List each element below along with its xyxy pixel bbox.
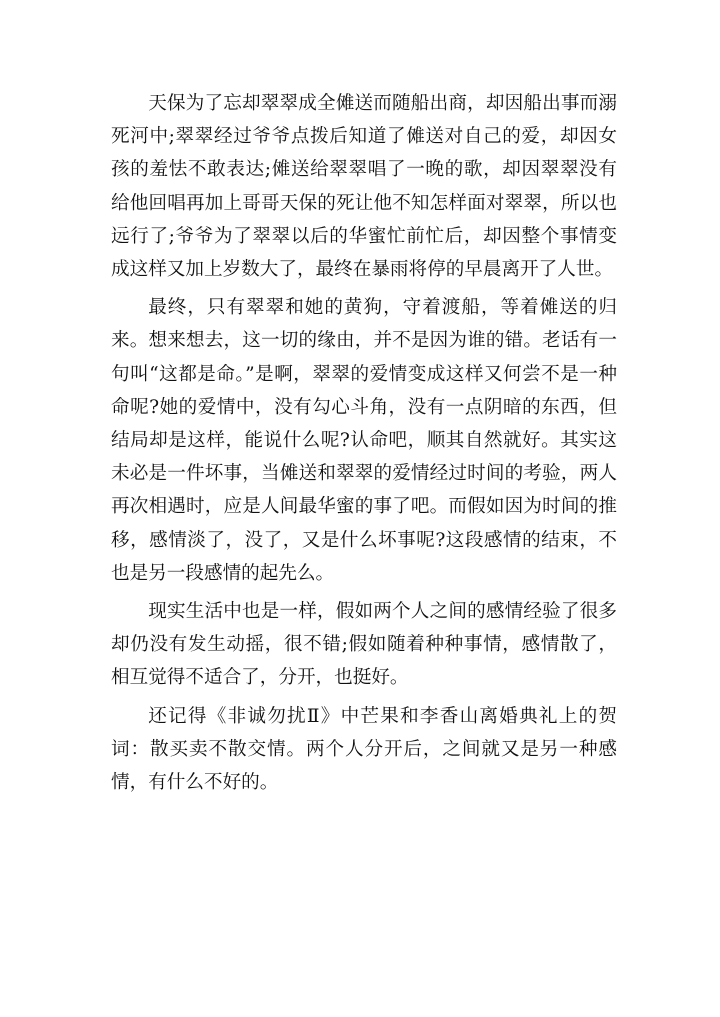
paragraph-1: 天保为了忘却翠翠成全傩送而随船出商，却因船出事而溺死河中;翠翠经过爷爷点拨后知道了傩送对自己的爱，却因女孩的羞怯不敢表达;傩送给翠翠唱了一晚的歌，却因翠翠没有给他回唱再加上哥哥天保的死让他不知怎样面对翠翠，所以也远行了;爷爷为了翠翠以后的华蜜忙前忙后，却因整个事情变成这样又加上岁数大了，最终在暴雨将停的早晨离开了人世。 bbox=[111, 93, 617, 281]
document-body bbox=[111, 87, 617, 804]
paragraph-2: 最终，只有翠翠和她的黄狗，守着渡船，等着傩送的归来。想来想去，这一切的缘由，并不是因为谁的错。老话有一句叫“这都是命。”是啊，翠翠的爱情变成这样又何尝不是一种命呢?她的爱情中，没有勾心斗角，没有一点阴暗的东西，但结局却是这样，能说什么呢?认命吧，顺其自然就好。其实这未必是一件坏事，当傩送和翠翠的爱情经过时间的考验，两人再次相遇时，应是人间最华蜜的事了吧。而假如因为时间的推移，感情淡了，没了，又是什么坏事呢?这段感情的结束，不也是另一段感情的起先么。 bbox=[111, 297, 617, 584]
paragraph-3: 现实生活中也是一样，假如两个人之间的感情经验了很多却仍没有发生动摇，很不错;假如随着种种事情，感情散了，相互觉得不适合了，分开，也挺好。 bbox=[111, 601, 617, 689]
paragraph-4: 还记得《非诚勿扰Ⅱ》中芒果和李香山离婚典礼上的贺词：散买卖不散交情。两个人分开后，之间就又是另一种感情，有什么不好的。 bbox=[111, 705, 617, 794]
